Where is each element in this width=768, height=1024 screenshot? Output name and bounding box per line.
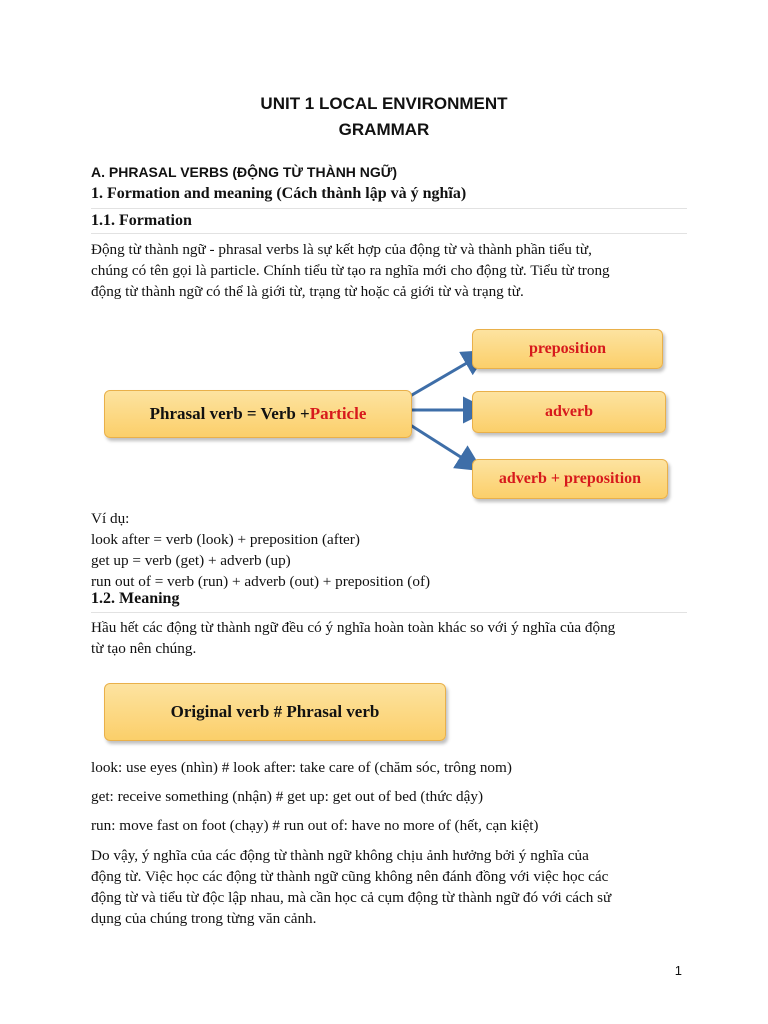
- comparison-box: Original verb # Phrasal verb: [104, 683, 446, 741]
- heading-meaning: 1.2. Meaning: [91, 590, 180, 607]
- text-line: Hầu hết các động từ thành ngữ đều có ý nghĩa hoàn toàn khác so với ý nghĩa của động: [91, 619, 616, 636]
- heading-formation-meaning: 1. Formation and meaning (Cách thành lập và ý nghĩa): [91, 185, 467, 202]
- formula-box: [104, 390, 412, 438]
- text-line: Do vậy, ý nghĩa của các động từ thành ngữ không chịu ảnh hưởng bởi ý nghĩa của: [91, 847, 589, 864]
- text-line: chúng có tên gọi là particle. Chính tiểu từ tạo ra nghĩa mới cho động từ. Tiểu từ trong: [91, 262, 610, 279]
- examples-block: [91, 508, 691, 592]
- text-line: động từ. Việc học các động từ thành ngữ cũng không nên đánh đồng với việc học các: [91, 868, 609, 885]
- adverb-box: adverb: [472, 391, 666, 433]
- adverb-preposition-box: adverb + preposition: [472, 459, 668, 499]
- doc-title: UNIT 1 LOCAL ENVIRONMENT: [260, 94, 508, 113]
- pair-item: look: use eyes (nhìn) # look after: take care of (chăm sóc, trông nom): [91, 759, 512, 776]
- pair-item: run: move fast on foot (chạy) # run out of: have no more of (hết, cạn kiệt): [91, 817, 539, 834]
- example-item: get up = verb (get) + adverb (up): [91, 552, 291, 569]
- divider: [91, 612, 687, 613]
- example-label: Ví dụ:: [91, 510, 130, 527]
- example-item: run out of = verb (run) + adverb (out) + preposition (of): [91, 573, 431, 590]
- text-line: dụng của chúng trong từng văn cảnh.: [91, 910, 317, 927]
- doc-subtitle: GRAMMAR: [338, 120, 430, 139]
- pair-item: get: receive something (nhận) # get up: get out of bed (thức dậy): [91, 788, 484, 805]
- text-line: động từ và tiểu từ độc lập nhau, mà cần học cả cụm động từ thành ngữ đó với cách sử: [91, 889, 612, 906]
- heading-formation: 1.1. Formation: [91, 212, 192, 229]
- formula-text: Phrasal verb = Verb +: [149, 404, 310, 423]
- paragraph-meaning: [91, 617, 691, 659]
- formula-particle: Particle: [309, 404, 367, 423]
- preposition-box: preposition: [472, 329, 663, 369]
- text-line: từ tạo nên chúng.: [91, 640, 197, 657]
- paragraph-conclusion: [91, 845, 701, 929]
- section-a-heading: A. PHRASAL VERBS (ĐỘNG TỪ THÀNH NGỮ): [91, 164, 398, 180]
- text-line: động từ thành ngữ có thể là giới từ, trạng từ hoặc cả giới từ và trạng từ.: [91, 283, 524, 300]
- text-line: Động từ thành ngữ - phrasal verbs là sự kết hợp của động từ và thành phần tiểu từ,: [91, 241, 592, 258]
- page-number: 1: [674, 963, 682, 978]
- example-item: look after = verb (look) + preposition (after): [91, 531, 360, 548]
